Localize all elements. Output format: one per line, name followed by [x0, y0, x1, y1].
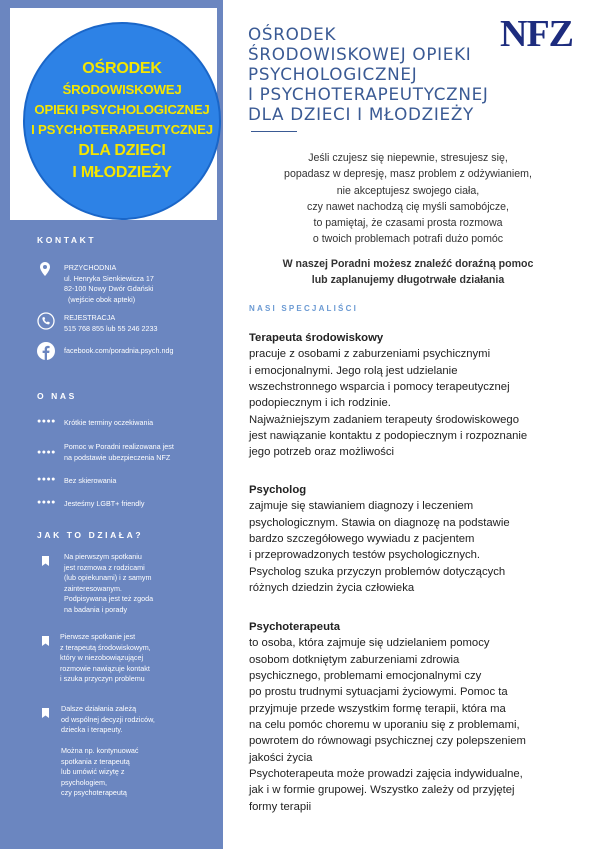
intro-line: popadasz w depresję, masz problem z odżywianiem, — [284, 168, 532, 181]
specialist-line: jest nawiązanie kontaktu z podopiecznym i rozpoznanie — [249, 430, 528, 443]
registration-phones[interactable]: 515 768 855 lub 55 246 2233 — [64, 323, 158, 333]
specialist-line: osobom dotkniętym zaburzeniami zdrowia — [249, 653, 460, 666]
facebook-link[interactable]: facebook.com/poradnia.psych.ndg — [64, 346, 174, 355]
specialist-line: przyjmuje przede wszystkim formę terapii, która ma — [249, 702, 506, 715]
location-pin-icon — [40, 262, 50, 281]
page-title — [248, 24, 538, 124]
clinic-logo — [10, 8, 217, 220]
sidebar — [0, 0, 223, 849]
how-extra-line: lub umówić wizytę z — [61, 767, 125, 777]
how-step-line: rozmowie nawiązuje kontakt — [60, 663, 150, 673]
specialist-line: po prostu trudnymi sytuacjami życiowymi. Pomoc ta — [249, 686, 508, 699]
specialist-line: jego potrzeb oraz możliwości — [249, 446, 395, 459]
facebook-icon[interactable] — [37, 342, 55, 365]
specialist-title: Terapeuta środowiskowy — [249, 332, 384, 344]
how-extra-line: spotkania z terapeutą — [61, 756, 130, 766]
title-line: ŚRODOWISKOWEJ OPIEKI — [248, 44, 472, 64]
about-item — [64, 499, 145, 510]
intro-line: nie akceptujesz swojego ciała, — [336, 184, 480, 197]
specialist-line: Psychoterapeuta może prowadzi zajęcia indywidualne, — [249, 768, 523, 781]
specialists-heading: NASI SPECJALIŚCI — [249, 304, 358, 313]
help-text — [238, 256, 578, 288]
logo-line: OPIEKI PSYCHOLOGICZNEJ — [34, 102, 210, 117]
intro-line: czy nawet nachodzą cię myśli samobójcze, — [307, 200, 509, 213]
clinic-logo-circle — [23, 22, 221, 220]
about-item-line: Krótkie terminy oczekiwania — [64, 418, 154, 427]
logo-line: DLA DZIECI — [78, 142, 166, 159]
bookmark-icon — [42, 705, 49, 723]
specialist-line: jak i w formie grupowej. Wszystko zależy od przyjętej — [249, 784, 515, 797]
specialist-title: Psychoterapeuta — [249, 621, 341, 633]
about-item-line: na podstawie ubezpieczenia NFZ — [64, 452, 171, 462]
about-item-line: Bez skierowania — [64, 476, 117, 485]
specialist-line: jakości życia — [249, 751, 313, 764]
intro-text — [238, 150, 578, 248]
how-step-line: dziecka i terapeuty. — [61, 725, 123, 735]
logo-line: I PSYCHOTERAPEUTYCZNEJ — [31, 122, 213, 137]
specialist-line: podopiecznym i ich rodzinie. — [249, 397, 391, 410]
specialist-line: zajmuje się stawianiem diagnozy i leczeniem — [249, 500, 474, 513]
help-line: lub zaplanujemy długotrwałe działania — [311, 274, 505, 286]
registration-label: REJESTRACJA — [64, 313, 116, 322]
how-step-line: Dalsze działania zależą — [61, 704, 137, 713]
title-line: I PSYCHOTERAPEUTYCZNEJ — [248, 84, 489, 104]
about-item-line: Jesteśmy LGBT+ friendly — [64, 499, 145, 508]
how-extra-line: czy psychoterapeutą — [61, 788, 127, 798]
specialist-line: na celu pomóc choremu w uporaniu się z problemami, — [249, 719, 520, 732]
intro-line: to pamiętaj, że czasami prosta rozmowa — [313, 217, 503, 230]
title-line: PSYCHOLOGICZNEJ — [248, 64, 418, 84]
address-line: (wejście obok apteki) — [68, 294, 136, 304]
specialist-line: psychologicznym. Stawia on diagnozę na podstawie — [249, 516, 510, 529]
about-heading: O NAS — [37, 391, 77, 401]
address — [64, 263, 154, 305]
specialist-line: Psycholog szuka przyczyn problemów dotyczących — [249, 565, 506, 578]
specialist-line: i przeprowadzonych testów psychologicznych. — [249, 549, 481, 562]
about-item — [64, 418, 153, 429]
how-step-line: (lub opiekunami) i z samym — [64, 573, 152, 583]
about-item-line: Pomoc w Poradni realizowana jest — [64, 442, 174, 451]
how-step-line: Podpisywana jest też zgoda — [64, 594, 154, 604]
title-line: OŚRODEK — [248, 24, 337, 44]
how-step — [61, 704, 155, 736]
how-step-line: jest rozmowa z rodzicami — [64, 562, 145, 572]
specialist-line: wszechstronnego wsparcia i pomocy terapeutycznej — [249, 381, 510, 394]
specialist-line: powrotem do równowagi psychicznej czy polepszeniem — [249, 735, 526, 748]
specialist-line: pracuje z osobami z zaburzeniami psychicznymi — [249, 348, 491, 361]
bullet-dots: ●●●● — [37, 449, 56, 456]
help-line: W naszej Poradni możesz znaleźć doraźną pomoc — [282, 258, 534, 270]
contact-heading: KONTAKT — [37, 235, 97, 245]
address-line: 82-100 Nowy Dwór Gdański — [64, 284, 154, 294]
specialist-psychologist — [249, 482, 589, 596]
how-step-line: od wspólnej decyzji rodziców, — [61, 714, 155, 724]
specialist-environmental-therapist — [249, 330, 589, 461]
logo-line: I MŁODZIEŻY — [72, 164, 172, 181]
how-step — [64, 552, 153, 616]
bookmark-icon — [42, 633, 49, 651]
how-extra — [61, 746, 139, 799]
specialist-psychotherapist — [249, 619, 589, 815]
specialist-line: i emocjonalnymi. Jego rolą jest udzielanie — [249, 364, 458, 377]
phone-icon[interactable] — [37, 312, 55, 335]
logo-line: ŚRODOWISKOWEJ — [62, 82, 182, 97]
about-item — [64, 442, 174, 463]
address-line: ul. Henryka Sienkiewicza 17 — [64, 273, 154, 283]
specialist-line: formy terapii — [249, 800, 312, 813]
specialist-line: różnych dziedzin życia człowieka — [249, 582, 415, 595]
bullet-dots: ●●●● — [37, 418, 56, 425]
how-step — [60, 632, 151, 685]
bullet-dots: ●●●● — [37, 476, 56, 483]
how-step-line: na badania i porady — [64, 604, 128, 614]
logo-line: OŚRODEK — [82, 60, 162, 77]
intro-line: Jeśli czujesz się niepewnie, stresujesz się, — [308, 152, 508, 164]
specialist-line: to osoba, która zajmuje się udzielaniem pomocy — [249, 637, 490, 650]
how-step-line: Pierwsze spotkanie jest — [60, 632, 136, 641]
how-step-line: z terapeutą środowiskowym, — [60, 642, 151, 652]
how-step-line: który w niezobowiązującej — [60, 653, 144, 663]
title-line: DLA DZIECI I MŁODZIEŻY — [248, 104, 474, 124]
bookmark-icon — [42, 553, 49, 571]
specialist-line: Najważniejszym zadaniem terapeuty środowiskowego — [249, 413, 519, 426]
how-heading: JAK TO DZIAŁA? — [37, 530, 144, 540]
bullet-dots: ●●●● — [37, 499, 56, 506]
registration — [64, 313, 158, 334]
how-extra-line: Można np. kontynuować — [61, 746, 139, 755]
specialist-line: bardzo szczegółowego wywiadu z pacjentem — [249, 533, 475, 546]
about-item — [64, 476, 116, 487]
nfz-logo: NFZ — [500, 13, 573, 55]
title-divider — [251, 131, 297, 132]
how-step-line: i szuka przyczyn problemu — [60, 674, 145, 684]
how-step-line: zainteresowanym. — [64, 583, 122, 593]
specialist-title: Psycholog — [249, 484, 307, 496]
how-extra-line: psychologiem, — [61, 777, 107, 787]
specialist-line: psychicznego, problemami emocjonalnymi czy — [249, 670, 482, 683]
how-step-line: Na pierwszym spotkaniu — [64, 552, 142, 561]
address-line: PRZYCHODNIA — [64, 263, 117, 272]
intro-line: o twoich problemach potrafi dużo pomóc — [312, 233, 504, 246]
